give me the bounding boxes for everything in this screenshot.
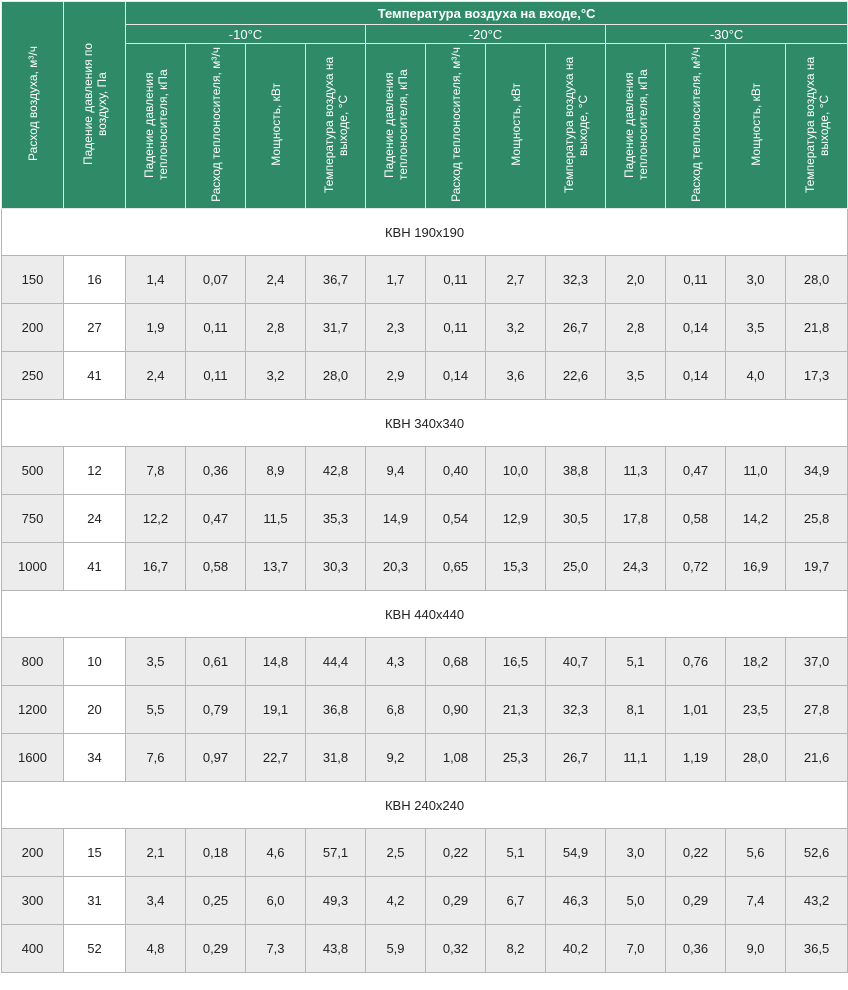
table-cell: 8,2	[486, 925, 546, 973]
table-cell: 10	[64, 638, 126, 686]
table-row	[2, 829, 848, 877]
table-cell: 36,8	[306, 686, 366, 734]
table-cell: 0,40	[426, 447, 486, 495]
table-cell: 11,0	[726, 447, 786, 495]
table-cell: 16,9	[726, 543, 786, 591]
table-cell: 22,6	[546, 352, 606, 400]
table-cell: 26,7	[546, 734, 606, 782]
table-row	[2, 447, 848, 495]
table-cell: 17,3	[786, 352, 848, 400]
table-cell: 200	[2, 304, 64, 352]
table-row	[2, 877, 848, 925]
header-subcolumns	[2, 44, 848, 209]
table-cell: 0,29	[666, 877, 726, 925]
header-sub-flow: Расход теплоносителя, м³/ч	[666, 44, 726, 209]
table-row	[2, 638, 848, 686]
table-row	[2, 495, 848, 543]
table-cell: 38,8	[546, 447, 606, 495]
table-cell: 3,0	[606, 829, 666, 877]
table-cell: 7,4	[726, 877, 786, 925]
table-cell: 3,5	[126, 638, 186, 686]
table-cell: 2,9	[366, 352, 426, 400]
table-cell: 19,1	[246, 686, 306, 734]
table-cell: 19,7	[786, 543, 848, 591]
table-cell: 1200	[2, 686, 64, 734]
table-cell: 2,8	[606, 304, 666, 352]
table-cell: 300	[2, 877, 64, 925]
table-cell: 28,0	[786, 256, 848, 304]
table-cell: 1,7	[366, 256, 426, 304]
table-cell: 8,1	[606, 686, 666, 734]
heater-performance-table	[1, 1, 848, 973]
table-row	[2, 543, 848, 591]
table-cell: 0,11	[426, 256, 486, 304]
table-cell: 11,5	[246, 495, 306, 543]
header-sub-outlet-temp: Температура воздуха на выходе, °С	[546, 44, 606, 209]
table-cell: 0,22	[426, 829, 486, 877]
table-cell: 30,3	[306, 543, 366, 591]
table-cell: 9,0	[726, 925, 786, 973]
table-cell: 43,2	[786, 877, 848, 925]
table-cell: 34,9	[786, 447, 848, 495]
table-cell: 2,3	[366, 304, 426, 352]
table-cell: 37,0	[786, 638, 848, 686]
section-title: КВН 440х440	[2, 591, 848, 638]
table-cell: 0,11	[666, 256, 726, 304]
table-cell: 6,8	[366, 686, 426, 734]
table-cell: 16	[64, 256, 126, 304]
table-cell: 0,97	[186, 734, 246, 782]
table-cell: 0,79	[186, 686, 246, 734]
section-header-row	[2, 591, 848, 638]
table-cell: 400	[2, 925, 64, 973]
table-cell: 5,1	[486, 829, 546, 877]
table-cell: 1600	[2, 734, 64, 782]
section-title: КВН 190х190	[2, 209, 848, 256]
table-cell: 11,3	[606, 447, 666, 495]
table-cell: 24,3	[606, 543, 666, 591]
table-cell: 41	[64, 352, 126, 400]
table-cell: 31	[64, 877, 126, 925]
header-airflow: Расход воздуха, м³/ч	[2, 2, 64, 209]
table-cell: 27	[64, 304, 126, 352]
table-cell: 7,8	[126, 447, 186, 495]
table-cell: 20	[64, 686, 126, 734]
table-cell: 0,11	[186, 352, 246, 400]
table-cell: 32,3	[546, 256, 606, 304]
table-cell: 2,0	[606, 256, 666, 304]
table-cell: 25,8	[786, 495, 848, 543]
table-cell: 14,2	[726, 495, 786, 543]
table-cell: 0,47	[666, 447, 726, 495]
header-pressure-drop-air: Падение давления по воздуху, Па	[64, 2, 126, 209]
table-cell: 0,14	[426, 352, 486, 400]
table-cell: 28,0	[306, 352, 366, 400]
table-body	[2, 209, 848, 973]
table-cell: 43,8	[306, 925, 366, 973]
table-cell: 7,3	[246, 925, 306, 973]
table-cell: 46,3	[546, 877, 606, 925]
table-cell: 28,0	[726, 734, 786, 782]
table-cell: 0,29	[426, 877, 486, 925]
table-row	[2, 256, 848, 304]
table-cell: 41	[64, 543, 126, 591]
table-cell: 0,07	[186, 256, 246, 304]
table-cell: 0,54	[426, 495, 486, 543]
table-cell: 0,47	[186, 495, 246, 543]
header-sub-power: Мощность, кВт	[486, 44, 546, 209]
table-cell: 17,8	[606, 495, 666, 543]
table-cell: 0,11	[426, 304, 486, 352]
table-cell: 1,01	[666, 686, 726, 734]
table-cell: 0,76	[666, 638, 726, 686]
table-cell: 3,4	[126, 877, 186, 925]
table-cell: 27,8	[786, 686, 848, 734]
table-cell: 0,18	[186, 829, 246, 877]
table-cell: 21,6	[786, 734, 848, 782]
table-cell: 0,32	[426, 925, 486, 973]
table-cell: 0,90	[426, 686, 486, 734]
table-cell: 44,4	[306, 638, 366, 686]
table-cell: 1000	[2, 543, 64, 591]
table-cell: 4,6	[246, 829, 306, 877]
table-cell: 6,0	[246, 877, 306, 925]
table-cell: 0,36	[186, 447, 246, 495]
table-cell: 4,8	[126, 925, 186, 973]
header-temp-minus20: -20°С	[366, 25, 606, 44]
table-cell: 3,5	[726, 304, 786, 352]
table-row	[2, 352, 848, 400]
header-temp-minus10: -10°С	[126, 25, 366, 44]
table-cell: 3,0	[726, 256, 786, 304]
table-cell: 30,5	[546, 495, 606, 543]
table-cell: 18,2	[726, 638, 786, 686]
table-cell: 2,5	[366, 829, 426, 877]
table-cell: 3,2	[486, 304, 546, 352]
table-cell: 12	[64, 447, 126, 495]
table-cell: 49,3	[306, 877, 366, 925]
table-cell: 13,7	[246, 543, 306, 591]
table-cell: 14,8	[246, 638, 306, 686]
header-sub-pressure: Падение давления теплоносителя, кПа	[126, 44, 186, 209]
table-row	[2, 734, 848, 782]
table-cell: 750	[2, 495, 64, 543]
table-cell: 15,3	[486, 543, 546, 591]
table-cell: 3,5	[606, 352, 666, 400]
table-cell: 32,3	[546, 686, 606, 734]
header-inlet-temperature: Температура воздуха на входе,°С	[126, 2, 848, 25]
header-sub-power: Мощность, кВт	[726, 44, 786, 209]
header-sub-flow: Расход теплоносителя, м³/ч	[186, 44, 246, 209]
table-cell: 2,7	[486, 256, 546, 304]
table-cell: 0,22	[666, 829, 726, 877]
section-header-row	[2, 400, 848, 447]
table-cell: 4,2	[366, 877, 426, 925]
header-sub-pressure: Падение давления теплоносителя, кПа	[366, 44, 426, 209]
table-cell: 0,58	[186, 543, 246, 591]
table-cell: 24	[64, 495, 126, 543]
table-header	[2, 2, 848, 209]
table-cell: 0,61	[186, 638, 246, 686]
table-cell: 36,5	[786, 925, 848, 973]
header-sub-flow: Расход теплоносителя, м³/ч	[426, 44, 486, 209]
table-cell: 16,5	[486, 638, 546, 686]
table-cell: 25,3	[486, 734, 546, 782]
table-cell: 5,5	[126, 686, 186, 734]
table-row	[2, 925, 848, 973]
table-cell: 26,7	[546, 304, 606, 352]
table-cell: 0,65	[426, 543, 486, 591]
table-cell: 1,9	[126, 304, 186, 352]
table-cell: 7,6	[126, 734, 186, 782]
table-cell: 0,68	[426, 638, 486, 686]
table-cell: 5,6	[726, 829, 786, 877]
table-cell: 31,8	[306, 734, 366, 782]
table-cell: 0,36	[666, 925, 726, 973]
table-cell: 2,8	[246, 304, 306, 352]
section-header-row	[2, 782, 848, 829]
table-cell: 9,4	[366, 447, 426, 495]
table-cell: 800	[2, 638, 64, 686]
table-cell: 31,7	[306, 304, 366, 352]
header-sub-pressure: Падение давления теплоносителя, кПа	[606, 44, 666, 209]
table-cell: 14,9	[366, 495, 426, 543]
table-cell: 500	[2, 447, 64, 495]
table-cell: 22,7	[246, 734, 306, 782]
table-cell: 20,3	[366, 543, 426, 591]
table-cell: 3,2	[246, 352, 306, 400]
table-cell: 36,7	[306, 256, 366, 304]
table-cell: 21,3	[486, 686, 546, 734]
table-cell: 5,9	[366, 925, 426, 973]
table-cell: 21,8	[786, 304, 848, 352]
table-cell: 8,9	[246, 447, 306, 495]
table-cell: 9,2	[366, 734, 426, 782]
section-header-row	[2, 209, 848, 256]
table-cell: 10,0	[486, 447, 546, 495]
table-cell: 2,4	[246, 256, 306, 304]
table-cell: 6,7	[486, 877, 546, 925]
table-cell: 0,58	[666, 495, 726, 543]
table-cell: 1,19	[666, 734, 726, 782]
table-cell: 0,72	[666, 543, 726, 591]
table-cell: 4,3	[366, 638, 426, 686]
table-cell: 52,6	[786, 829, 848, 877]
table-cell: 42,8	[306, 447, 366, 495]
table-cell: 4,0	[726, 352, 786, 400]
table-cell: 54,9	[546, 829, 606, 877]
table-cell: 5,0	[606, 877, 666, 925]
header-sub-outlet-temp: Температура воздуха на выходе, °С	[786, 44, 848, 209]
table-cell: 0,14	[666, 352, 726, 400]
table-cell: 250	[2, 352, 64, 400]
table-cell: 15	[64, 829, 126, 877]
table-cell: 3,6	[486, 352, 546, 400]
table-cell: 16,7	[126, 543, 186, 591]
table-cell: 52	[64, 925, 126, 973]
header-sub-power: Мощность, кВт	[246, 44, 306, 209]
table-cell: 11,1	[606, 734, 666, 782]
section-title: КВН 240х240	[2, 782, 848, 829]
table-row	[2, 686, 848, 734]
table-cell: 0,11	[186, 304, 246, 352]
table-cell: 34	[64, 734, 126, 782]
table-cell: 2,4	[126, 352, 186, 400]
table-cell: 0,14	[666, 304, 726, 352]
table-cell: 5,1	[606, 638, 666, 686]
table-cell: 57,1	[306, 829, 366, 877]
section-title: КВН 340х340	[2, 400, 848, 447]
table-cell: 0,25	[186, 877, 246, 925]
table-cell: 200	[2, 829, 64, 877]
table-cell: 12,2	[126, 495, 186, 543]
table-cell: 1,4	[126, 256, 186, 304]
header-temp-minus30: -30°С	[606, 25, 848, 44]
table-cell: 40,2	[546, 925, 606, 973]
table-cell: 35,3	[306, 495, 366, 543]
table-cell: 1,08	[426, 734, 486, 782]
header-sub-outlet-temp: Температура воздуха на выходе, °С	[306, 44, 366, 209]
table-cell: 150	[2, 256, 64, 304]
table-cell: 12,9	[486, 495, 546, 543]
table-cell: 40,7	[546, 638, 606, 686]
table-cell: 25,0	[546, 543, 606, 591]
table-cell: 7,0	[606, 925, 666, 973]
table-cell: 2,1	[126, 829, 186, 877]
table-cell: 23,5	[726, 686, 786, 734]
table-cell: 0,29	[186, 925, 246, 973]
table-row	[2, 304, 848, 352]
